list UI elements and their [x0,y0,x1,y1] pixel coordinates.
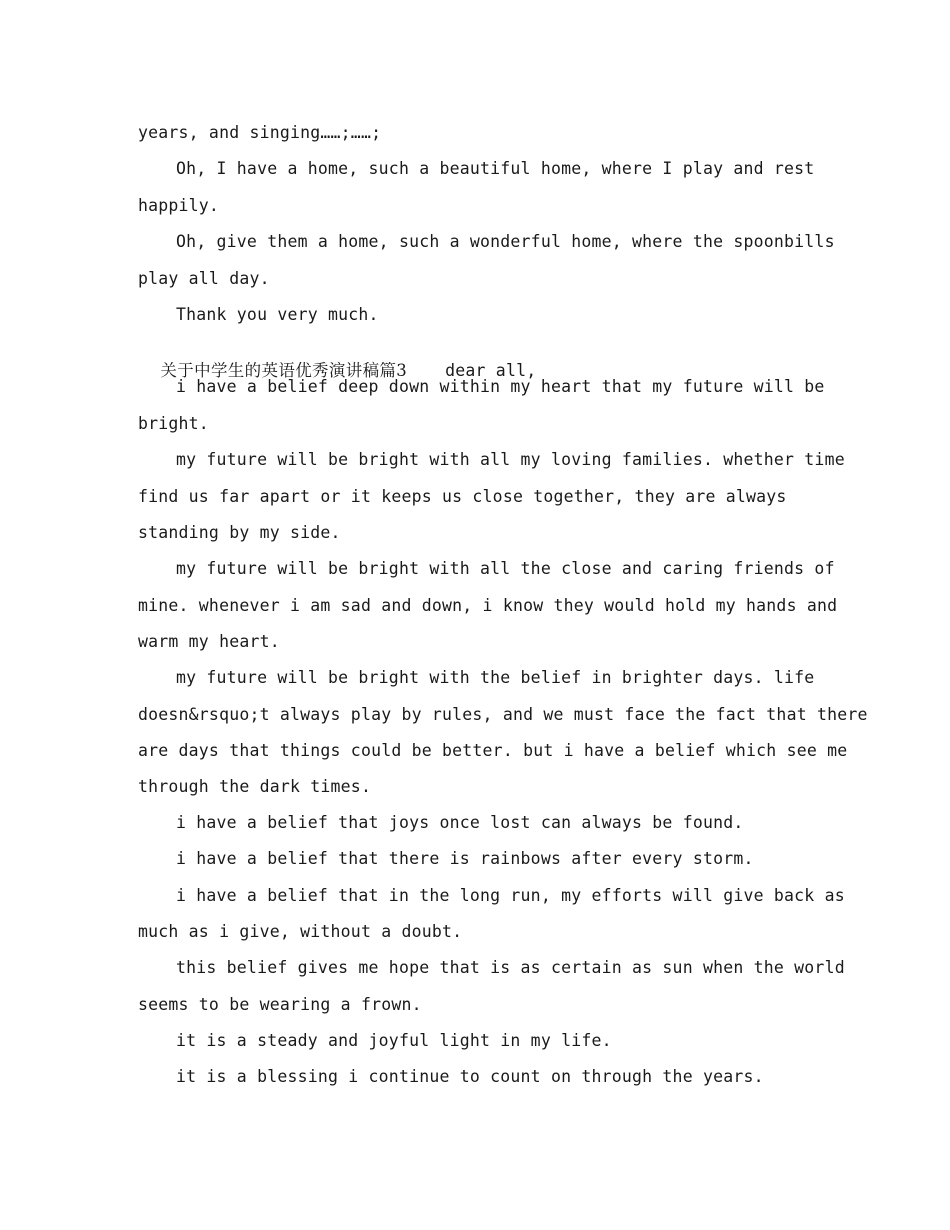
text-line: find us far apart or it keeps us close together, they are always [138,487,787,506]
text-line: are days that things could be better. but i have a belief which see me [138,741,848,760]
text-line: years, and singing……;……; [138,123,382,142]
text-line: warm my heart. [138,632,280,651]
text-line: Oh, give them a home, such a wonderful home, where the spoonbills [176,232,835,251]
text-line: my future will be bright with the belief in brighter days. life [176,668,815,687]
text-line: mine. whenever i am sad and down, i know they would hold my hands and [138,596,838,615]
text-line: doesn&rsquo;t always play by rules, and we must face the fact that there [138,705,868,724]
text-line: through the dark times. [138,777,372,796]
text-line: i have a belief deep down within my heart that my future will be [176,377,825,396]
text-line: Thank you very much. [176,305,379,324]
text-line: seems to be wearing a frown. [138,995,422,1014]
section-title: 关于中学生的英语优秀演讲稿篇3 [160,361,408,380]
text-line: much as i give, without a doubt. [138,922,463,941]
text-line: bright. [138,414,209,433]
text-line: play all day. [138,269,270,288]
text-line: i have a belief that there is rainbows after every storm. [176,849,754,868]
text-line: i have a belief that joys once lost can always be found. [176,813,744,832]
text-line: i have a belief that in the long run, my efforts will give back as [176,886,845,905]
text-line: it is a steady and joyful light in my life. [176,1031,612,1050]
text-line: standing by my side. [138,523,341,542]
text-line: my future will be bright with all my loving families. whether time [176,450,845,469]
text-line: my future will be bright with all the close and caring friends of [176,559,835,578]
text-line: this belief gives me hope that is as certain as sun when the world [176,958,845,977]
text-line: it is a blessing i continue to count on through the years. [176,1067,764,1086]
text-line: happily. [138,196,220,215]
text-line: Oh, I have a home, such a beautiful home, where I play and rest [176,159,815,178]
salutation: dear all, [445,361,537,380]
